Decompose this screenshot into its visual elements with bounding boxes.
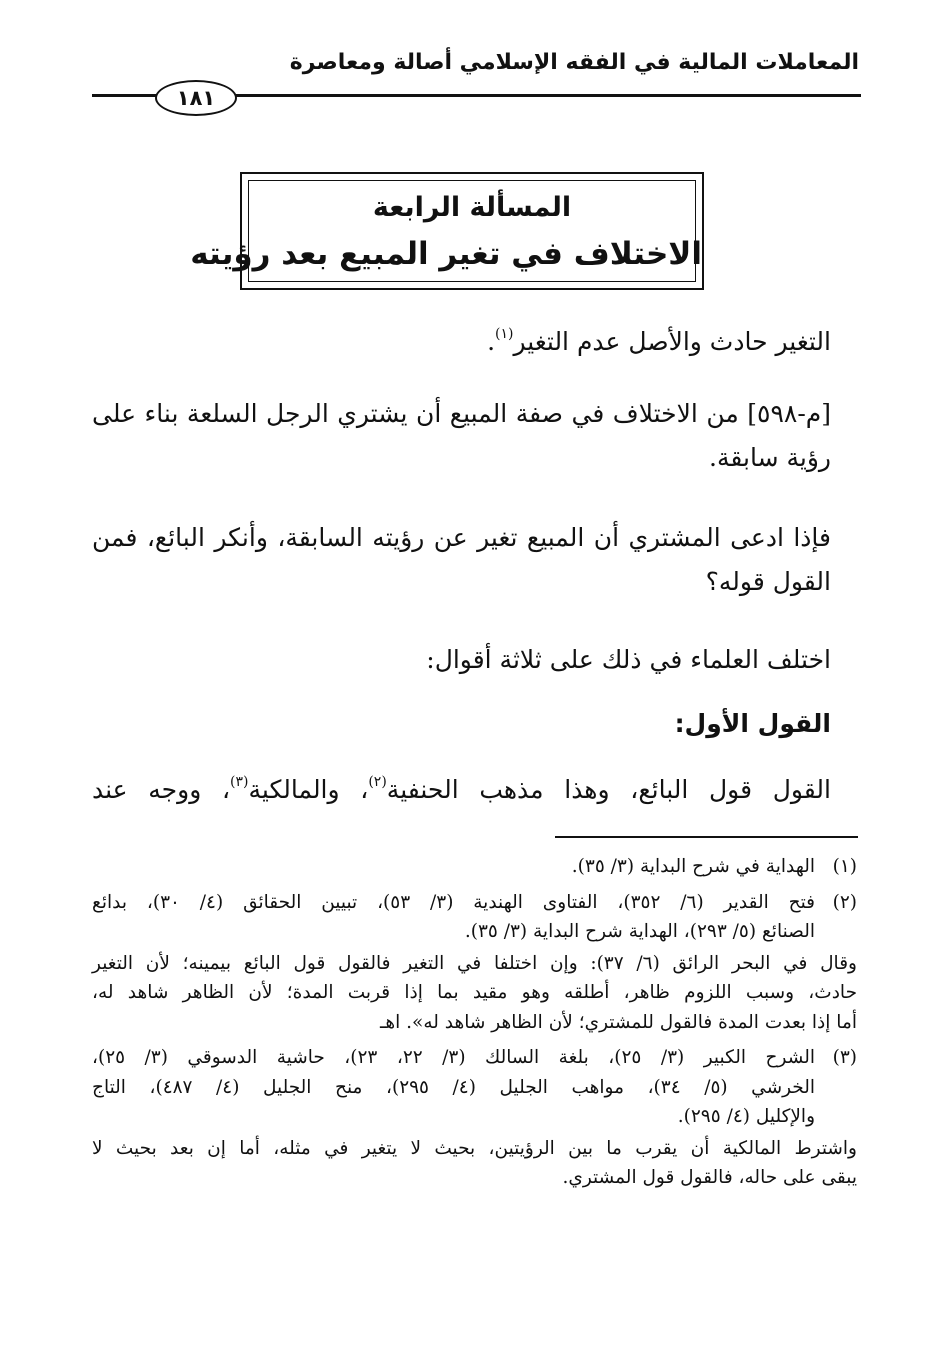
- paragraph-text: ، ووجه عند: [92, 775, 231, 804]
- footnote-number: (٢): [832, 891, 857, 913]
- section-subtitle: الاختلاف في تغير المبيع بعد رؤيته: [190, 236, 702, 272]
- footnote-line: الصنائع (٥/ ٢٩٣)، الهداية شرح البداية (٣/ ٣٥).: [464, 921, 815, 942]
- paragraph-line: فإذا ادعى المشتري أن المبيع تغير عن رؤيته السابقة، وأنكر البائع، فمن: [92, 523, 831, 552]
- footnote-line: فتح القدير (٦/ ٣٥٢)، الفتاوى الهندية (٣/ ٥٣)، تبيين الحقائق (٤/ ٣٠)، بدائع: [92, 891, 815, 913]
- paragraph-line: رؤية سابقة.: [709, 443, 831, 472]
- paragraph-heading: [92, 702, 831, 746]
- footnote-line: الشرح الكبير (٣/ ٢٥)، بلغة السالك (٣/ ٢٢، ٢٣)، حاشية الدسوقي (٣/ ٢٥)،: [92, 1047, 815, 1068]
- footnote-line: حادث، وسبب اللزوم ظاهر، أطلقه وهو مقيد بما إذا قربت المدة؛ لأن الظاهر شاهد له،: [92, 982, 857, 1003]
- paragraph-line: اختلف العلماء في ذلك على ثلاثة أقوال:: [426, 645, 831, 674]
- paragraph-6: [92, 768, 831, 812]
- opinion-heading: القول الأول:: [674, 709, 831, 738]
- footnote-quote: [92, 949, 857, 1038]
- paragraph-text: التغير حادث والأصل عدم التغير: [513, 327, 831, 356]
- footnote-ref: (١): [495, 326, 514, 342]
- footnotes: [92, 852, 857, 1199]
- paragraph-1: [92, 320, 831, 364]
- footnote-line: الخرشي (٥/ ٣٤)، مواهب الجليل (٤/ ٢٩٥)، منح الجليل (٤/ ٤٨٧)، التاج: [92, 1076, 816, 1098]
- paragraph-line: [92, 768, 831, 812]
- footnote-line: أما إذا بعدت المدة فالقول للمشتري؛ لأن الظاهر شاهد له». اهـ: [379, 1011, 857, 1033]
- footnote-line: والإكليل (٤/ ٢٩٥).: [677, 1106, 815, 1127]
- paragraph-text: ، والمالكية: [248, 775, 369, 804]
- footnote-ref: (٢): [368, 774, 387, 790]
- footnote-line: يبقى على حاله، فالقول قول المشتري.: [562, 1167, 857, 1188]
- running-header-title: المعاملات المالية في الفقه الإسلامي أصالة ومعاصرة: [289, 50, 859, 75]
- paragraph-4: [92, 638, 831, 682]
- paragraph-3: [92, 516, 831, 604]
- footnote-number: (١): [832, 856, 857, 877]
- footnote-note: [92, 1134, 857, 1193]
- paragraph-text: القول قول البائع، وهذا مذهب الحنفية: [386, 775, 831, 804]
- footnote-2: [92, 888, 857, 1038]
- page-number: ١٨١: [155, 80, 237, 116]
- footnote-line: الهداية في شرح البداية (٣/ ٣٥).: [571, 856, 815, 877]
- footnote-line: واشترط المالكية أن يقرب ما بين الرؤيتين، بحيث لا يتغير في مثله، أما إن بعد بحيث لا: [92, 1137, 857, 1159]
- footnote-line: وقال في البحر الرائق (٦/ ٣٧): وإن اختلفا في التغير فالقول قول البائع بيمينه؛ لأن التغير: [92, 952, 857, 974]
- paragraph-2: [92, 392, 831, 480]
- section-title-box: [190, 172, 704, 290]
- paragraph-end: .: [487, 327, 496, 356]
- section-title: المسألة الرابعة: [372, 192, 572, 223]
- footnote-ref: (٣): [230, 774, 249, 790]
- footnote-1: [92, 852, 857, 882]
- footnote-3: [92, 1043, 857, 1193]
- paragraph-line: [92, 320, 831, 364]
- footnote-rule: [555, 836, 858, 838]
- paragraph-line: [م-٥٩٨] من الاختلاف في صفة المبيع أن يشتري الرجل السلعة بناء على: [92, 399, 831, 428]
- paragraph-line: القول قوله؟: [705, 567, 831, 596]
- footnote-number: (٣): [832, 1047, 857, 1068]
